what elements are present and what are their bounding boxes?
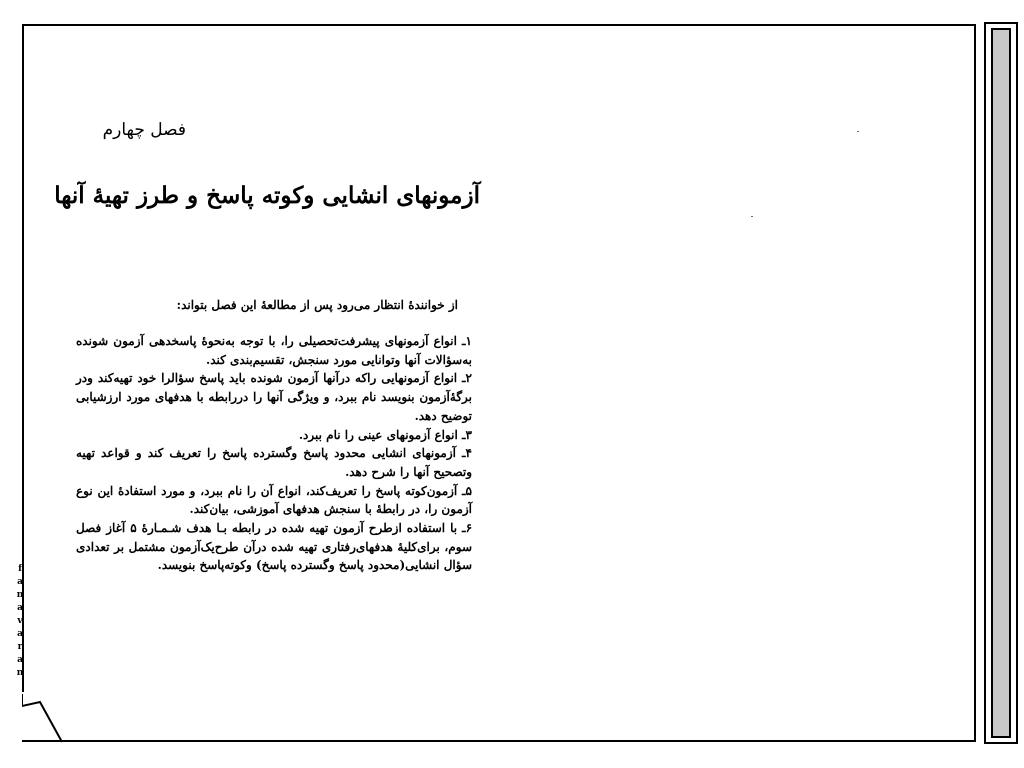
watermark-letter: f (18, 564, 22, 574)
watermark-letter: a (17, 655, 23, 665)
objective-item: ۵ـ آزمون‌کوته پاسخ را تعریف‌کند، انواع آن را نام ببرد، و مورد استفادهٔ این نوع آزمون را، در رابطهٔ با سنجش هدفهای آموزشی، بیان‌کند. (76, 483, 472, 517)
watermark-letter: a (17, 577, 23, 587)
watermark-letter: a (17, 603, 23, 613)
objective-item: ۲ـ انواع آزمونهایی راکه درآنها آزمون شونده باید پاسخ سؤالرا خود تهیه‌کند ودر برگهٔ‌آزمون بنویسد نام ببرد، و ویژگی آنها را دررابطه با هدفهای مورد ارزشیابی توضیح دهد. (76, 371, 472, 423)
intro-text: از خوانندهٔ انتظار می‌رود پس از مطالعهٔ این فصل بتواند: (176, 298, 458, 312)
scan-speck (857, 131, 859, 132)
scrollbar-thumb[interactable] (991, 28, 1011, 738)
page-curl-corner (22, 690, 66, 744)
scan-speck (751, 216, 753, 217)
watermark-letter: n (16, 668, 24, 678)
watermark-vertical (15, 563, 25, 680)
watermark-letter: a (17, 629, 23, 639)
objective-item: ۶ـ با استفاده ازطرح آزمون تهیه شده در رابطه بـا هدف شـمـارهٔ ۵ آغاز فصل سوم، برای‌کلیهٔ هدفهای‌رفتاری تهیه شده درآن طرح‌یک‌آزمون مشتمل بر تعدادی سؤال انشایی(محدود پاسخ وگسترده پاسخ) وکوته‌پاسخ بنویسد. (76, 521, 473, 573)
chapter-label: فصل چهارم (102, 120, 186, 140)
objectives-list (76, 332, 472, 575)
watermark-letter: n (16, 590, 24, 600)
objective-item: ۱ـ انواع آزمونهای پیشرفت‌تحصیلی را، با توجه به‌نحوهٔ پاسخدهی آزمون شونده به‌سؤالات آنها وتوانایی مورد سنجش، تقسیم‌بندی کند. (76, 334, 472, 367)
objective-item: ۴ـ آزمونهای انشایی محدود پاسخ وگسترده پاسخ را تعریف کند و قواعد تهیه وتصحیح آنها را شرح دهد. (76, 446, 472, 479)
watermark-letter: v (17, 616, 23, 626)
vertical-scrollbar[interactable] (984, 22, 1018, 744)
watermark-letter: r (17, 642, 23, 652)
objective-item: ۳ـ انواع آزمونهای عینی را نام ببرد. (298, 427, 472, 442)
chapter-title: آزمونهای انشایی وکوته پاسخ و طرز تهیهٔ آنها (54, 182, 480, 209)
